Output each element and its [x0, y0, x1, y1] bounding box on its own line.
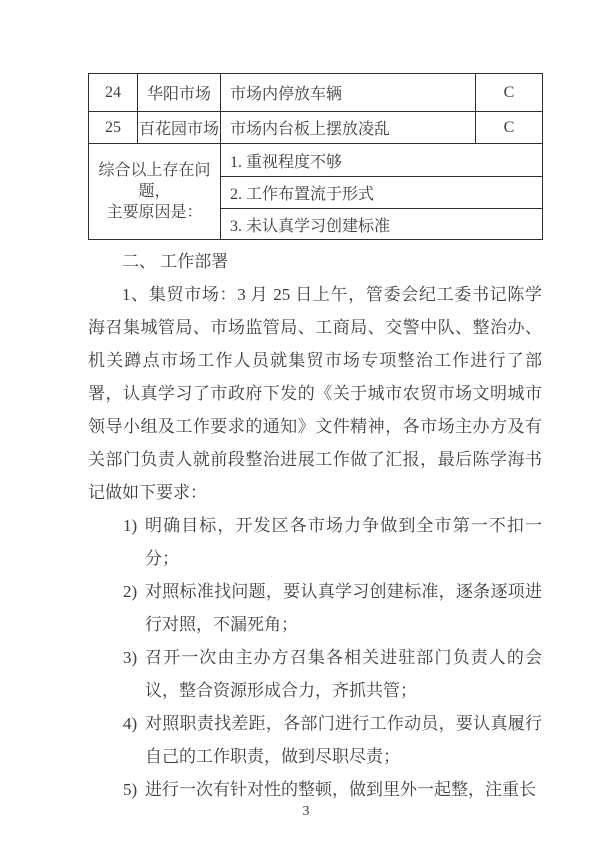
- item-number: 1): [123, 516, 138, 535]
- item-number: 3): [123, 648, 138, 667]
- item-text: 进行一次有针对性的整顿，做到里外一起整，注重长: [145, 780, 536, 799]
- page-number: 3: [302, 804, 310, 819]
- item-number: 4): [123, 714, 138, 733]
- cell-issue: 市场内台板上摆放凌乱: [221, 112, 476, 144]
- item-number: 2): [123, 582, 138, 601]
- section-heading: 二、 工作部署: [122, 252, 229, 271]
- page-content: [88, 73, 542, 806]
- cell-reason: 2. 工作布置流于形式: [221, 177, 543, 209]
- requirement-item: [88, 575, 542, 641]
- item-text: 对照职责找差距，各部门进行工作动员，要认真履行自己的工作职责，做到尽职尽责；: [145, 714, 542, 766]
- cell-reason: 1. 重视程度不够: [221, 144, 543, 177]
- item-text: 召开一次由主办方召集各相关进驻部门负责人的会议，整合资源形成合力，齐抓共管；: [145, 648, 542, 700]
- cell-market-name: 华阳市场: [138, 74, 221, 112]
- requirement-item: [88, 509, 542, 575]
- cell-grade: C: [476, 112, 543, 144]
- cell-issue: 市场内停放车辆: [221, 74, 476, 112]
- item-text: 明确目标，开发区各市场力争做到全市第一不扣一分；: [145, 516, 542, 568]
- deployment-paragraph: 1、集贸市场：3 月 25 日上午，管委会纪工委书记陈学海召集城管局、市场监管局、工商局、交警中队、整治办、机关蹲点市场工作人员就集贸市场专项整治工作进行了部署，认真学习了市政府下发的《关于城市农贸市场文明城市领导小组及工作要求的通知》文件精神，各市场主办方及有关部门负责人就前段整治进展工作做了汇报，最后陈学海书记做如下要求：: [88, 285, 542, 502]
- item-text: 对照标准找问题，要认真学习创建标准，逐条逐项进行对照，不漏死角；: [145, 582, 542, 634]
- summary-label-line2: 主要原因是：: [106, 204, 203, 221]
- requirement-item: [88, 641, 542, 707]
- cell-reason: 3. 未认真学习创建标准: [221, 209, 543, 240]
- table-row: [89, 144, 543, 177]
- table-row: [89, 74, 543, 112]
- requirement-item: [88, 773, 542, 806]
- table-row: [89, 112, 543, 144]
- cell-row-number: 25: [89, 112, 138, 144]
- cell-row-number: 24: [89, 74, 138, 112]
- cell-grade: C: [476, 74, 543, 112]
- summary-label-line1: 综合以上存在问题，: [98, 162, 211, 200]
- cell-market-name: 百花园市场: [138, 112, 221, 144]
- summary-label-cell: [89, 144, 221, 240]
- inspection-results-table: [88, 73, 543, 240]
- requirement-item: [88, 707, 542, 773]
- item-number: 5): [123, 780, 138, 799]
- requirements-list: [88, 509, 542, 806]
